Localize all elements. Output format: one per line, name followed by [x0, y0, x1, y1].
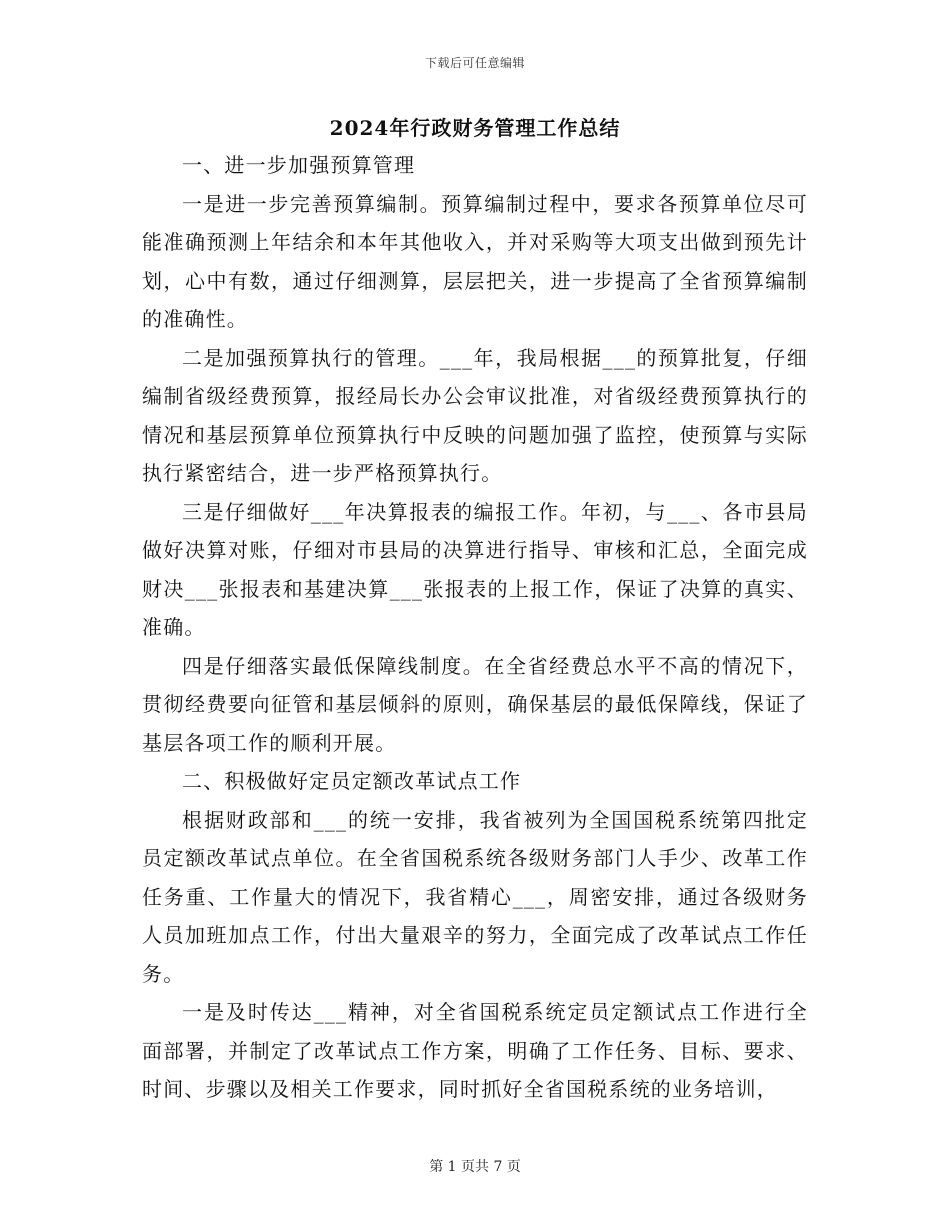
- paragraph-final-accounts: 三是仔细做好___年决算报表的编报工作。年初，与___、各市县局做好决算对账，仔细对市县局的决算进行指导、审核和汇总，全面完成财决___张报表和基建决算___张报表的上报工作，保证了决算的真实、准确。: [142, 499, 808, 639]
- paragraph-reform-pilot: 根据财政部和___的统一安排，我省被列为全国国税系统第四批定员定额改革试点单位。在全省国税系统各级财务部门人手少、改革工作任务重、工作量大的情况下，我省精心___，周密安排，通过各级财务人员加班加点工作，付出大量艰辛的努力，全面完成了改革试点工作任务。: [142, 807, 808, 986]
- document-body: [142, 146, 808, 1109]
- paragraph-minimum-guarantee: 四是仔细落实最低保障线制度。在全省经费总水平不高的情况下，贯彻经费要向征管和基层倾斜的原则，确保基层的最低保障线，保证了基层各项工作的顺利开展。: [142, 653, 808, 755]
- paragraph-reform-deployment: 一是及时传达___精神，对全省国税系统定员定额试点工作进行全面部署，并制定了改革试点工作方案，明确了工作任务、目标、要求、时间、步骤以及相关工作要求，同时抓好全省国税系统的业务培训，: [142, 1000, 808, 1101]
- page-footer: 第 1 页共 7 页: [429, 1159, 521, 1175]
- header-note: 下载后可任意编辑: [424, 56, 525, 70]
- document-title: 2024年行政财务管理工作总结: [329, 116, 621, 140]
- paragraph-budget-execution: 二是加强预算执行的管理。___年，我局根据___的预算批复，仔细编制省级经费预算，报经局长办公会审议批准，对省级经费预算执行的情况和基层预算单位预算执行中反映的问题加强了监控，使预算与实际执行紧密结合，进一步严格预算执行。: [142, 345, 808, 485]
- section-heading-quota-reform: 二、积极做好定员定额改革试点工作: [182, 769, 522, 793]
- paragraph-budget-compilation: 一是进一步完善预算编制。预算编制过程中，要求各预算单位尽可能准确预测上年结余和本年其他收入，并对采购等大项支出做到预先计划，心中有数，通过仔细测算，层层把关，进一步提高了全省预算编制的准确性。: [142, 191, 808, 331]
- section-heading-budget: 一、进一步加强预算管理: [182, 153, 416, 177]
